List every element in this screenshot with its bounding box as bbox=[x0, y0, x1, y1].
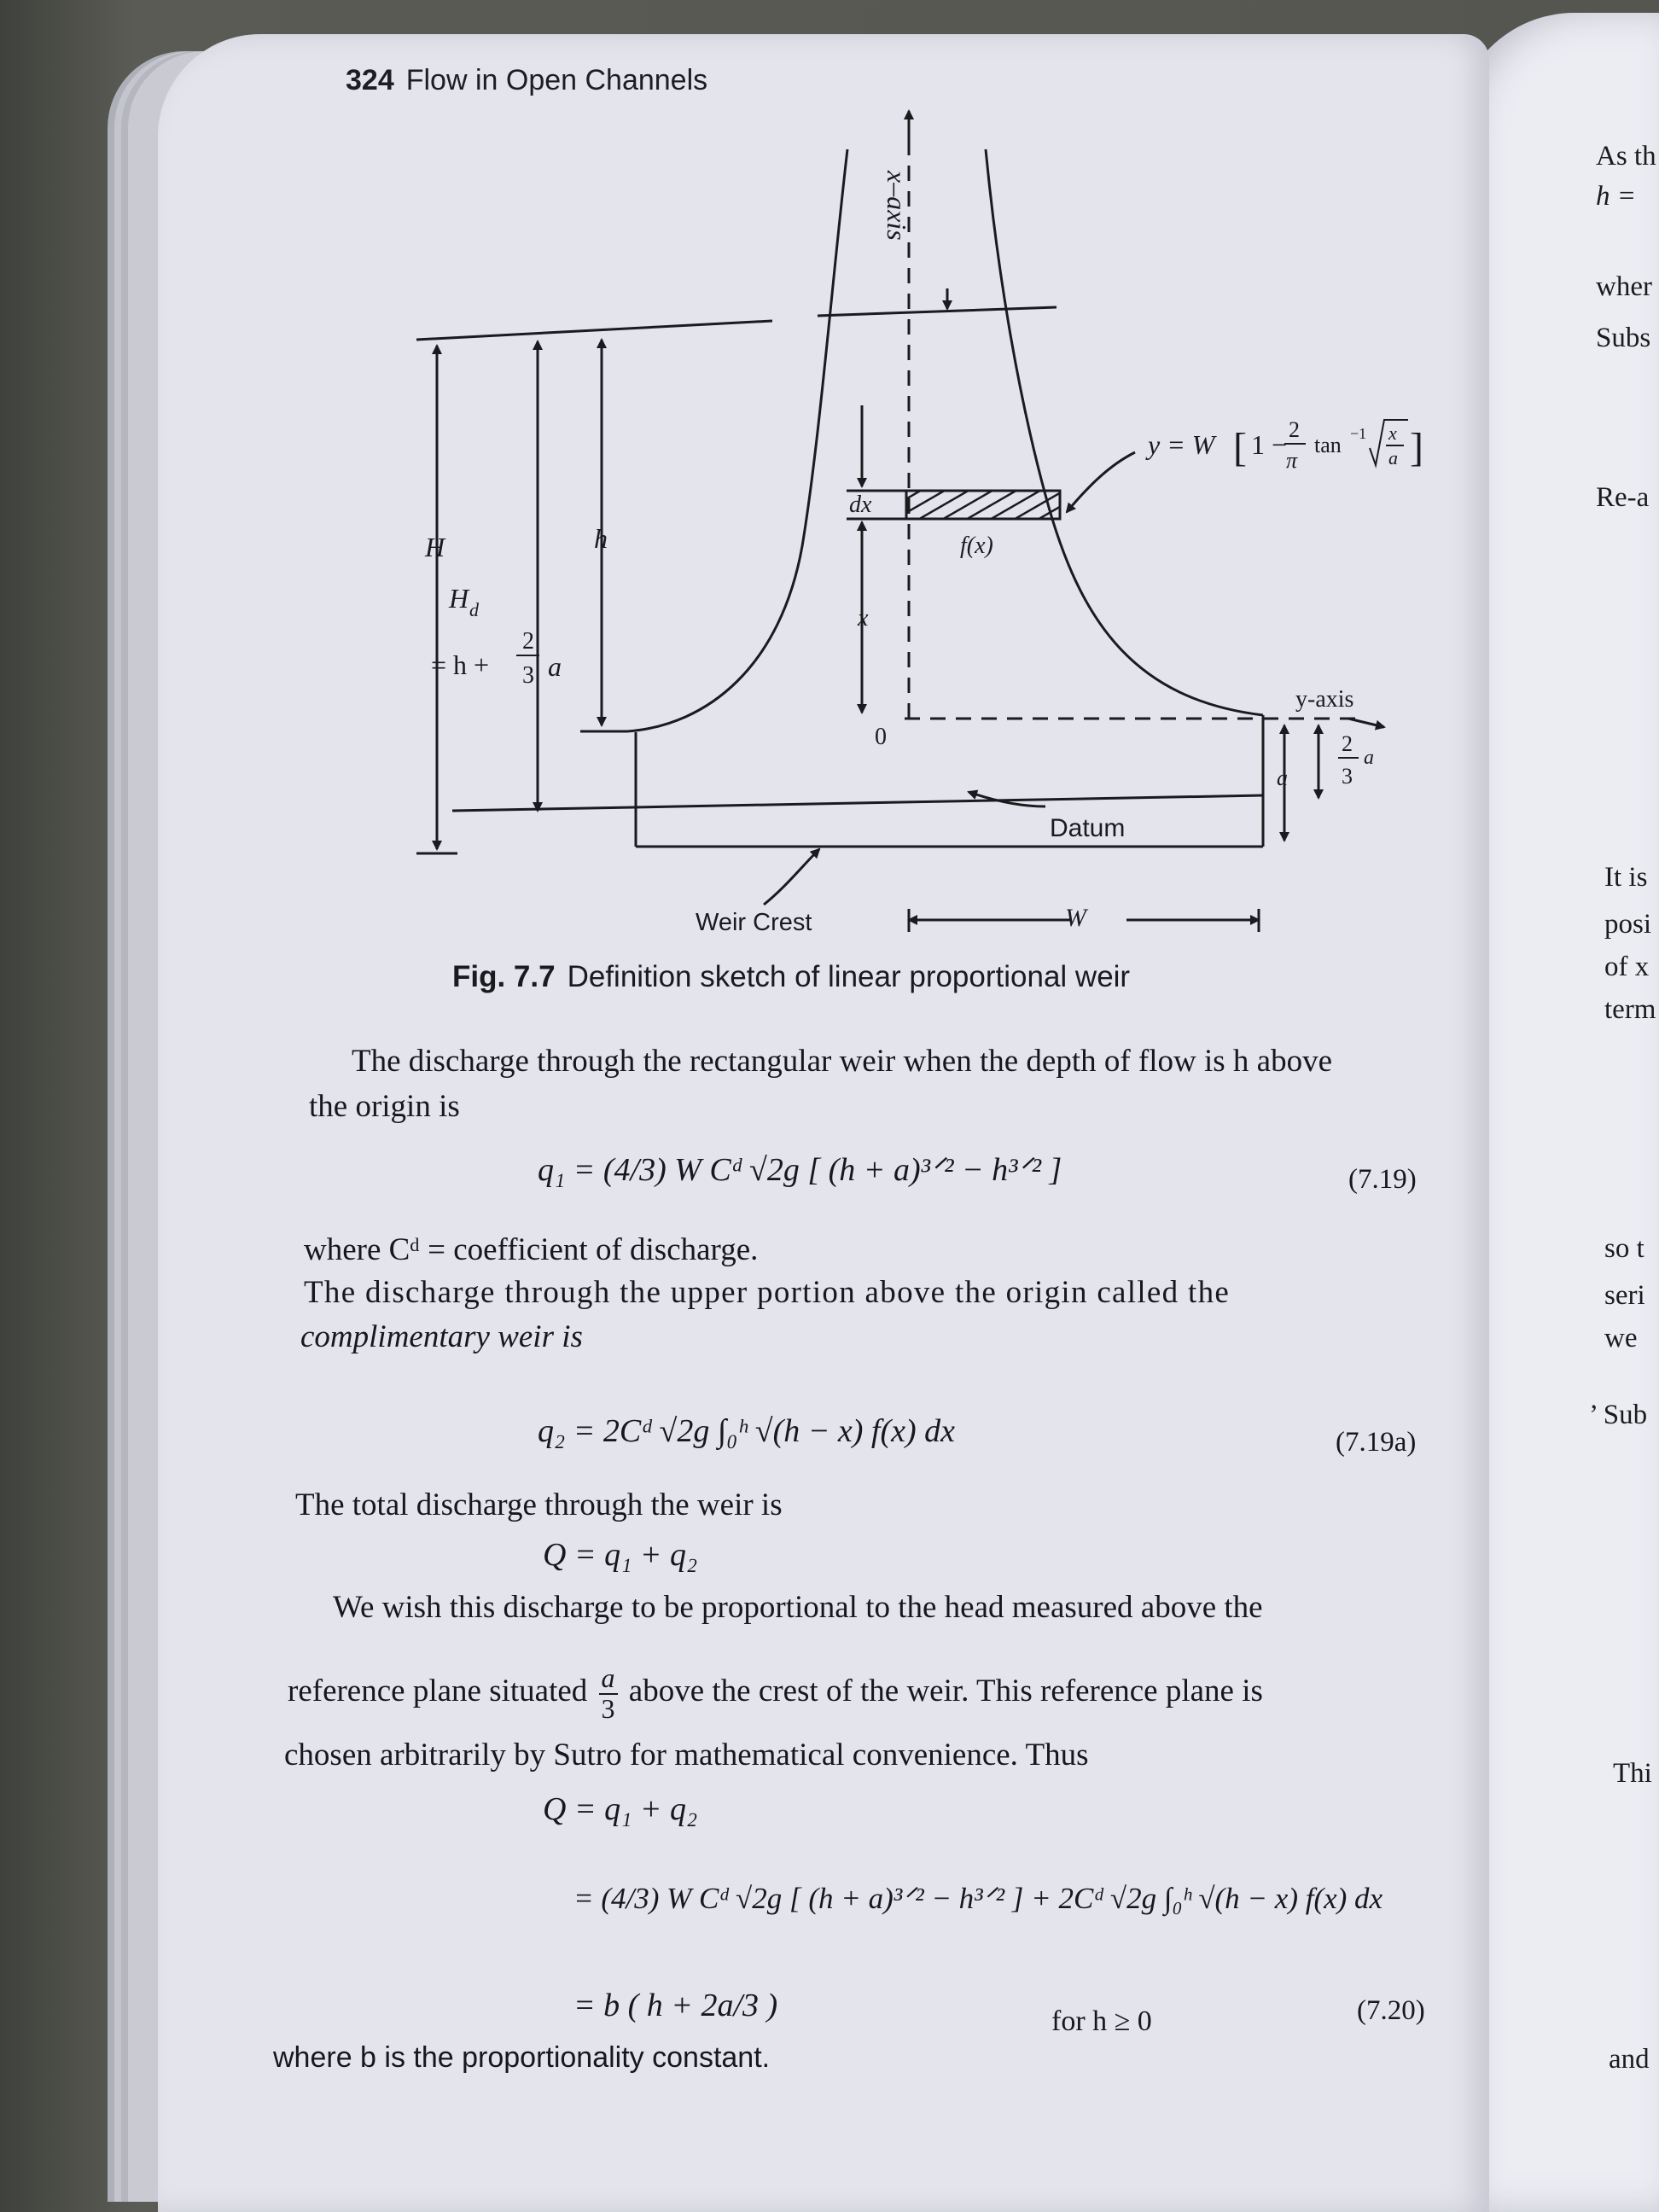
right-fragment-10: so t bbox=[1604, 1233, 1644, 1264]
paragraph-2-line-2: complimentary weir is bbox=[300, 1319, 583, 1354]
equation-number-7-19: (7.19) bbox=[1348, 1164, 1417, 1195]
equation-condition: for h ≥ 0 bbox=[1051, 2005, 1152, 2037]
paragraph-4-line-1: We wish this discharge to be proportional to the head measured above the bbox=[333, 1590, 1263, 1625]
paragraph-5: where b is the proportionality constant. bbox=[273, 2041, 771, 2074]
right-fragment-6: It is bbox=[1604, 862, 1648, 893]
running-title: Flow in Open Channels bbox=[405, 64, 708, 96]
paragraph-4-line-2b: above the crest of the weir. This reference plane is bbox=[628, 1674, 1263, 1709]
figure-caption-text: Definition sketch of linear proportional weir bbox=[567, 960, 1131, 993]
page-number: 324 bbox=[346, 64, 394, 96]
right-fragment-7: posi bbox=[1604, 909, 1652, 940]
Hd-frac-den: 3 bbox=[522, 662, 534, 689]
figure-caption bbox=[452, 960, 1130, 994]
Hd-frac-num: 2 bbox=[522, 628, 534, 655]
fx-label: f(x) bbox=[960, 533, 993, 559]
equation-7-19: q₁ = (4/3) W Cᵈ √2g [ (h + a)³ᐟ² − h³ᐟ² ] bbox=[538, 1152, 1062, 1188]
right-fragment-12: we bbox=[1604, 1323, 1638, 1353]
right-fragment-15: and bbox=[1609, 2044, 1650, 2075]
curve-eq-frac-den: π bbox=[1286, 448, 1298, 473]
paragraph-1-line-1: The discharge through the rectangular weir when the depth of flow is h above bbox=[352, 1044, 1333, 1079]
paragraph-4-line-3: chosen arbitrarily by Sutro for mathematical convenience. Thus bbox=[284, 1738, 1089, 1773]
figure-number: Fig. 7.7 bbox=[452, 960, 556, 993]
curve-eq-1minus: 1 − bbox=[1251, 429, 1288, 460]
svg-text:[: [ bbox=[1233, 425, 1247, 470]
dx-label: dx bbox=[849, 492, 872, 518]
W-label: W bbox=[1065, 904, 1086, 932]
right-fragment-3: wher bbox=[1596, 271, 1652, 302]
equation-number-7-19a: (7.19a) bbox=[1336, 1427, 1417, 1458]
hatched-strip bbox=[906, 491, 1060, 519]
H-label: H bbox=[425, 532, 445, 562]
right-fragment-5: Re-a bbox=[1596, 482, 1650, 513]
curve-eq-frac-num: 2 bbox=[1289, 417, 1300, 442]
weir-left-profile bbox=[627, 149, 847, 731]
frac-a-var: a bbox=[1364, 747, 1374, 769]
curve-eq-y: y = W bbox=[1148, 429, 1215, 460]
right-fragment-8: of x bbox=[1604, 952, 1650, 982]
right-fragment-9: term bbox=[1604, 994, 1656, 1025]
weir-right-profile bbox=[986, 149, 1263, 715]
right-fragment-2: h = bbox=[1596, 181, 1637, 212]
Hd-subscript: d bbox=[469, 599, 479, 620]
curve-eq-tan: tan bbox=[1314, 433, 1342, 457]
equation-Q-expanded: = (4/3) W Cᵈ √2g [ (h + a)³ᐟ² − h³ᐟ² ] + 2Cᵈ √2g ∫₀ʰ √(h − x) f(x) dx bbox=[573, 1882, 1383, 1915]
water-surface-line bbox=[416, 321, 772, 340]
y-axis-label: y-axis bbox=[1295, 686, 1354, 713]
right-fragment-1: As th bbox=[1596, 141, 1656, 172]
datum-line bbox=[452, 795, 1263, 811]
y-axis-arrow bbox=[1348, 719, 1384, 727]
paragraph-4-line-2 bbox=[288, 1664, 1263, 1723]
weir-crest-leader bbox=[764, 849, 819, 905]
origin-label: 0 bbox=[875, 724, 887, 750]
paragraph-1-line-2: the origin is bbox=[309, 1089, 460, 1124]
inner-water-surface bbox=[818, 307, 1057, 316]
a-over-3: $\frac{a}{3}$ bbox=[599, 1664, 618, 1723]
curve-eq-rad-den: a bbox=[1388, 447, 1398, 469]
paragraph-2-line-1: The discharge through the upper portion above the origin called the bbox=[304, 1275, 1231, 1310]
equation-number-7-20: (7.20) bbox=[1357, 1995, 1425, 2026]
frac-a-den: 3 bbox=[1342, 764, 1353, 789]
equation-Q-sum-1: Q = q₁ + q₂ bbox=[543, 1537, 698, 1573]
Hd-equation: = h + bbox=[431, 649, 490, 680]
a-label: a bbox=[1277, 765, 1288, 790]
curve-eq-sup: −1 bbox=[1350, 425, 1367, 442]
frac-a-num: 2 bbox=[1342, 731, 1353, 756]
paragraph-4-line-2a: reference plane situated bbox=[288, 1674, 588, 1709]
equation-Q-proportional: = b ( h + 2a/3 ) bbox=[573, 1988, 778, 2023]
Hd-a: a bbox=[548, 651, 562, 682]
equation-7-19a: q₂ = 2Cᵈ √2g ∫₀ʰ √(h − x) f(x) dx bbox=[538, 1413, 956, 1449]
right-fragment-4: Subs bbox=[1596, 323, 1651, 353]
x-axis-label: x–axis bbox=[882, 171, 912, 241]
right-fragment-11: seri bbox=[1604, 1280, 1645, 1311]
Hd-label: H bbox=[449, 583, 469, 614]
right-fragment-14: Thi bbox=[1613, 1758, 1652, 1789]
h-label: h bbox=[594, 523, 608, 554]
equation-Q-sum-2: Q = q₁ + q₂ bbox=[543, 1791, 698, 1827]
where-cd: where Cᵈ = coefficient of discharge. bbox=[304, 1232, 759, 1267]
paragraph-3: The total discharge through the weir is bbox=[295, 1487, 783, 1522]
svg-text:]: ] bbox=[1410, 425, 1423, 470]
datum-label: Datum bbox=[1050, 814, 1126, 842]
weir-crest-label: Weir Crest bbox=[696, 909, 812, 936]
x-label: x bbox=[858, 605, 869, 632]
right-fragment-13: ’ Sub bbox=[1589, 1400, 1648, 1430]
curve-eq-rad-num: x bbox=[1388, 422, 1397, 444]
curve-equation-leader bbox=[1067, 452, 1135, 512]
